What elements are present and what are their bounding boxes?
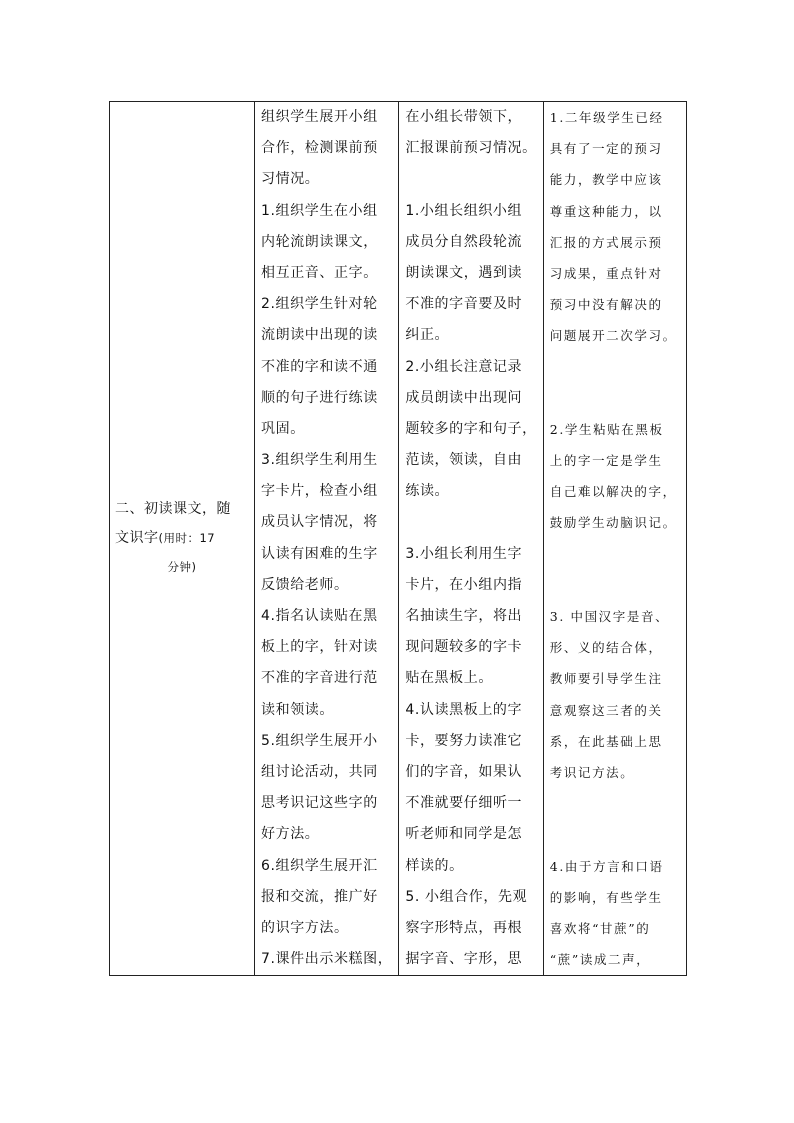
- teacher-activity-line: 2.组织学生针对轮: [261, 296, 378, 313]
- teacher-activity-line: 成员认字情况，将: [261, 514, 378, 531]
- teacher-activity-line: 认读有困难的生字: [261, 545, 378, 562]
- teacher-activity-line: 报和交流，推广好: [261, 888, 378, 905]
- design-intent-line: 系，在此基础上思: [549, 733, 663, 749]
- student-activity-line: 贴在黑板上。: [405, 670, 493, 687]
- design-intent-line: 问题展开二次学习。: [549, 328, 677, 344]
- student-activity-line: 3.小组长利用生字: [405, 545, 523, 562]
- teacher-activity-line: 流朗读中出现的读: [261, 327, 378, 344]
- teacher-activity-line: 思考识记这些字的: [261, 795, 378, 812]
- student-activity-line: 范读，领读，自由: [405, 452, 523, 469]
- teacher-activity-line: 6.组织学生展开汇: [261, 857, 378, 874]
- design-intent: [544, 102, 686, 975]
- student-activity-line: 不准就要仔细听一: [405, 795, 523, 812]
- design-intent-line: [550, 570, 680, 601]
- table-row: [110, 102, 687, 976]
- teacher-activity-line: 字卡片，检查小组: [261, 483, 378, 500]
- student-activity-line: 题较多的字和句子，: [405, 420, 537, 437]
- student-activity-line: 据字音、字形，思: [405, 951, 523, 968]
- student-activity-line: 5. 小组合作，先观: [405, 888, 528, 905]
- student-activity-line: 在小组长带领下，: [405, 109, 523, 125]
- stage-cell: [110, 102, 255, 976]
- student-activity-line: 练读。: [405, 483, 450, 500]
- design-intent-line: 的影响，有些学生: [549, 889, 663, 905]
- teacher-activity-line: 好方法。: [261, 826, 320, 843]
- teacher-activity-line: 板上的字，针对读: [261, 639, 378, 656]
- design-intent-line: [550, 819, 680, 850]
- student-activity-line: [405, 164, 536, 195]
- student-activity-line: 2.小组长注意记录: [405, 358, 523, 375]
- teacher-activity-line: 不准的字音进行范: [261, 670, 378, 687]
- design-intent-line: 能力，教学中应该: [549, 172, 663, 188]
- teacher-activity-line: 不准的字和读不通: [261, 358, 378, 375]
- stage-line-2b: (用时：17: [158, 531, 216, 546]
- design-intent-line: 汇报的方式展示预: [549, 234, 663, 250]
- design-intent-line: 2.学生粘贴在黑板: [549, 421, 664, 437]
- teacher-activity-line: 巩固。: [261, 420, 305, 437]
- stage-line-3: 分钟): [167, 560, 197, 575]
- design-intent-line: 4.由于方言和口语: [549, 858, 664, 874]
- design-intent-line: 习成果，重点针对: [549, 265, 663, 281]
- lesson-plan-table: [109, 101, 687, 976]
- student-activity-line: 4.认读黑板上的字: [405, 701, 523, 718]
- design-intent-cell: [543, 102, 686, 976]
- student-activity-line: 名抽读生字，将出: [405, 608, 523, 624]
- design-intent-line: 鼓励学生动脑识记。: [549, 515, 677, 531]
- design-intent-line: [550, 383, 680, 414]
- design-intent-line: 自己难以解决的字，: [549, 484, 677, 500]
- teacher-activities-cell: [255, 102, 399, 976]
- student-activity-line: 们的字音，如果认: [405, 763, 523, 780]
- student-activity-line: 朗读课文，遇到读: [405, 264, 523, 281]
- design-intent-line: 考识记方法。: [549, 764, 635, 780]
- design-intent-line: 3. 中国汉字是音、: [549, 609, 670, 624]
- design-intent-line: 教师要引导学生注: [549, 671, 663, 687]
- student-activity-line: 纠正。: [405, 327, 450, 344]
- teacher-activity-line: 3.组织学生利用生: [261, 452, 378, 469]
- design-intent-line: 上的字一定是学生: [549, 453, 663, 469]
- student-activities: [399, 102, 542, 975]
- teacher-activity-line: 相互正音、正字。: [261, 264, 378, 281]
- teacher-activity-line: 组讨论活动，共同: [261, 763, 378, 780]
- teacher-activity-line: 合作，检测课前预: [261, 140, 378, 157]
- teacher-activity-line: 内轮流朗读课文，: [261, 233, 378, 250]
- design-intent-line: [550, 539, 680, 570]
- teacher-activity-line: 顺的句子进行练读: [261, 389, 378, 406]
- student-activity-line: 样读的。: [405, 857, 464, 874]
- student-activity-line: 成员朗读中出现问: [405, 389, 523, 406]
- design-intent-line: 预习中没有解决的: [549, 297, 663, 313]
- student-activity-line: 卡片，在小组内指: [405, 576, 523, 593]
- teacher-activity-line: 7.课件出示米糕图，: [261, 951, 393, 968]
- student-activity-line: [405, 507, 536, 538]
- design-intent-line: [550, 788, 680, 819]
- stage-line-2a: 文识字: [115, 530, 159, 547]
- stage-line-1: 二、初读课文，随: [115, 501, 231, 518]
- stage-label: [110, 495, 254, 582]
- design-intent-line: 尊重这种能力，以: [549, 203, 663, 219]
- design-intent-line: 形、义的结合体，: [549, 640, 663, 656]
- design-intent-line: 1.二年级学生已经: [549, 110, 664, 125]
- teacher-activity-line: 组织学生展开小组: [261, 109, 378, 125]
- teacher-activity-line: 4.指名认读贴在黑: [261, 608, 378, 624]
- student-activity-line: 成员分自然段轮流: [405, 233, 523, 250]
- design-intent-line: 意观察这三者的关: [549, 702, 663, 718]
- teacher-activity-line: 1.组织学生在小组: [261, 202, 378, 219]
- teacher-activity-line: 习情况。: [261, 171, 320, 188]
- student-activity-line: 卡，要努力读准它: [405, 732, 523, 749]
- student-activity-line: 1.小组长组织小组: [405, 202, 523, 219]
- student-activity-line: 察字形特点，再根: [405, 919, 523, 936]
- teacher-activities: [255, 102, 398, 975]
- teacher-activity-line: 反馈给老师。: [261, 576, 349, 593]
- student-activity-line: 汇报课前预习情况。: [405, 140, 537, 157]
- teacher-activity-line: 的识字方法。: [261, 919, 349, 936]
- teacher-activity-line: 5.组织学生展开小: [261, 732, 378, 749]
- student-activity-line: 现问题较多的字卡: [405, 639, 523, 656]
- student-activity-line: 听老师和同学是怎: [405, 826, 523, 843]
- student-activity-line: 不准的字音要及时: [405, 296, 523, 313]
- design-intent-line: “蔗”读成二声，: [549, 952, 651, 968]
- design-intent-line: 喜欢将“甘蔗”的: [549, 920, 651, 936]
- teacher-activity-line: 读和领读。: [261, 701, 334, 718]
- student-activities-cell: [399, 102, 543, 976]
- design-intent-line: 具有了一定的预习: [549, 141, 663, 157]
- design-intent-line: [550, 352, 680, 383]
